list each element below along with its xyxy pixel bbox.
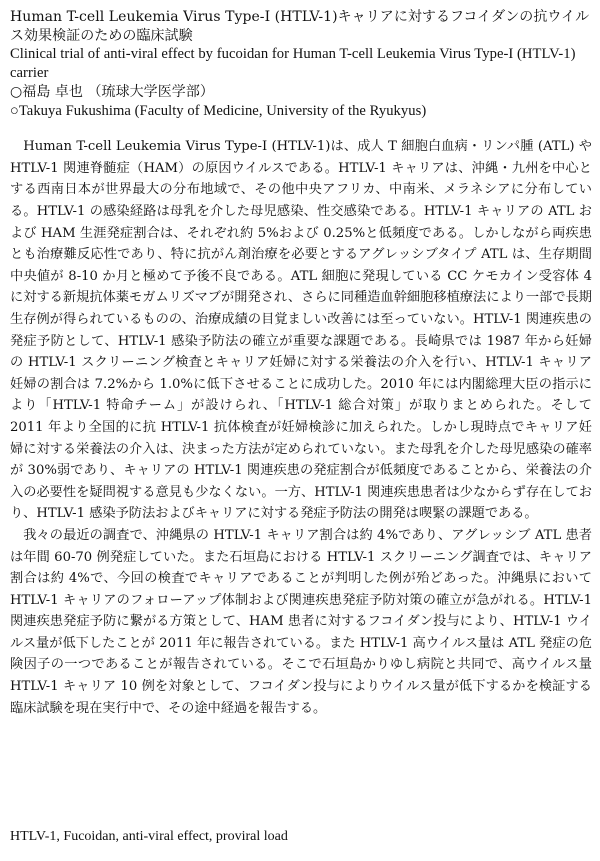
document-header [10, 8, 592, 120]
title-japanese: Human T-cell Leukemia Virus Type-I (HTLV-1)キャリアに対するフコイダンの抗ウイルス効果検証のための臨床試験 [10, 9, 590, 44]
author-japanese: ○福島 卓也 （琉球大学医学部） [10, 83, 214, 100]
keywords-line: HTLV-1, Fucoidan, anti-viral effect, proviral load [10, 829, 288, 844]
abstract-paragraph-1: Human T-cell Leukemia Virus Type-I (HTLV-1)は、成人 T 細胞白血病・リンパ腫 (ATL) や HTLV-1 関連脊髄症（HAM）の原因ウイルスである。HTLV-1 キャリアは、沖縄・九州を中心とする西南日本が世界最大の分布地域で、その他中央アフリカ、中南米、メラネシアに分布している。HTLV-1 の感染経路は母乳を介した母児感染、性交感染である。HTLV-1 キャリアの ATL および HAM 生涯発症割合は、それぞれ約 5%および 0.25%と低頻度である。しかしながら両疾患とも治療難反応性であり、特に抗がん剤治療を必要とするアグレッシブタイプ ATL は、生存期間中央値が 8-10 か月と極めて予後不良である。ATL 細胞に発現している CC ケモカイン受容体 4 に対する新規抗体薬モガムリズマブが開発され、さらに同種造血幹細胞移植療法により一部で長期生存例が得られているものの、治療成績の目覚ましい改善には至っていない。HTLV-1 関連疾患の発症予防として、HTLV-1 感染予防法の確立が重要な課題である。長崎県では 1987 年から妊婦の HTLV-1 スクリーニング検査とキャリア妊婦に対する栄養法の介入を行い、HTLV-1 キャリア妊婦の割合は 7.2%から 1.0%に低下させることに成功した。2010 年には内閣総理大臣の指示により「HTLV-1 特命チーム」が設けられ、「HTLV-1 総合対策」が取りまとめられた。そして 2011 年より全国的に抗 HTLV-1 抗体検査が妊婦検診に加えられた。しかし現時点でキャリア妊婦に対する栄養法の介入は、決まった方法が定められていない。また母乳を介した母児感染の確率が 30%弱であり、キャリアの HTLV-1 関連疾患の発症割合が低頻度であることから、栄養法の介入の必要性を疑問視する意見も少なくない。一方、HTLV-1 関連疾患患者は少なからず存在しており、HTLV-1 感染予防法およびキャリアに対する発症予防法の開発は喫緊の課題である。 [10, 139, 592, 522]
document-page [10, 8, 592, 719]
title-english: Clinical trial of anti-viral effect by fucoidan for Human T-cell Leukemia Virus Type-I (HTLV-1) carrier [10, 46, 576, 82]
abstract-paragraph-2: 我々の最近の調査で、沖縄県の HTLV-1 キャリア割合は約 4%であり、アグレッシブ ATL 患者は年間 60-70 例発症していた。また石垣島における HTLV-1 スクリーニング調査では、キャリア割合は約 4%で、今回の検査でキャリアであることが判明した例が殆どあった。沖縄県において HTLV-1 キャリアのフォローアップ体制および関連疾患発症予防対策の確立が急がれる。HTLV-1 関連疾患発症予防に繋がる方策として、HAM 患者に対するフコイダン投与により、HTLV-1 ウイルス量が低下したことが 2011 年に報告されている。また HTLV-1 高ウイルス量は ATL 発症の危険因子の一つであることが報告されている。そこで石垣島かりゆし病院と共同で、高ウイルス量 HTLV-1 キャリア 10 例を対象として、フコイダン投与によりウイルス量が低下するかを検証する臨床試験を現在実行中で、その途中経過を報告する。 [10, 527, 592, 716]
abstract-body [10, 136, 592, 719]
author-english: ○Takuya Fukushima (Faculty of Medicine, University of the Ryukyus) [10, 102, 427, 119]
